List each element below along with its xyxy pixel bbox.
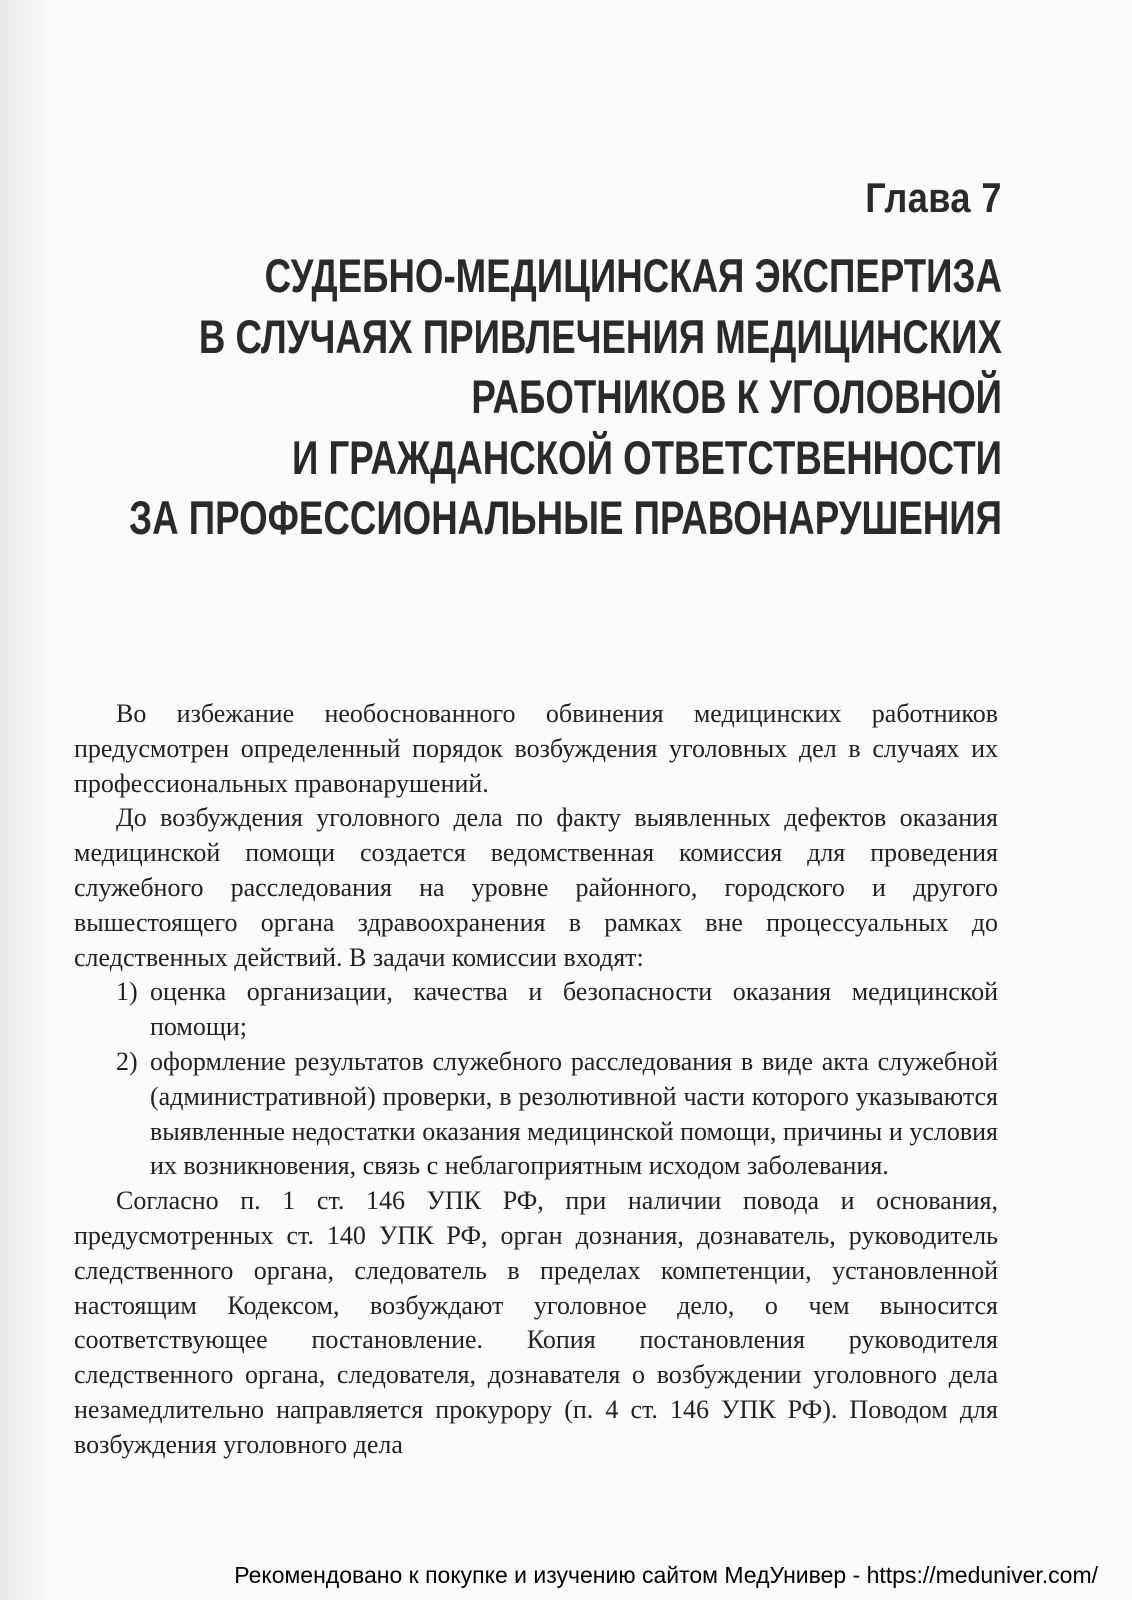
list-item-number: 2) [116,1046,138,1076]
paragraph: Согласно п. 1 ст. 146 УПК РФ, при наличии повода и основания, предусмотренных ст. 140 УПК РФ, орган дознания, дознаватель, руководитель следственного органа, следователь в пределах компетенции, установленной настоящим Кодексом, возбуждают уголовное дело, о чем выносится соответствующее постановление. Копия постановления руководителя следственного органа, следователя, дознавателя о возбуждении уголовного дела незамедлительно направляется прокурору (п. 4 ст. 146 УПК РФ). Поводом для возбуждения уголовного дела [74,1186,998,1459]
chapter-title-line: РАБОТНИКОВ К УГОЛОВНОЙ [471,370,1002,423]
list-item [74,1045,998,1184]
chapter-title-line: В СЛУЧАЯХ ПРИВЛЕЧЕНИЯ МЕДИЦИНСКИХ [198,309,1002,363]
list-item-text: оценка организации, качества и безопасности оказания медицинской помощи; [150,977,998,1042]
paragraph: До возбуждения уголовного дела по факту выявленных дефектов оказания медицинской помощи создается ведомственная комиссия для проведения служебного расследования на уровне районного, городского и другого вышестоящего органа здравоохранения в рамках вне процессуальных до следственных действий. В задачи комиссии входят: [74,803,998,972]
chapter-title-line: ЗА ПРОФЕССИОНАЛЬНЫЕ ПРАВОНАРУШЕНИЯ [129,491,1002,544]
body-text [74,697,998,1463]
list-item [74,975,998,1045]
chapter-title [129,246,1002,549]
list-item-number: 1) [116,977,138,1007]
chapter-title-line: СУДЕБНО-МЕДИЦИНСКАЯ ЭКСПЕРТИЗА [264,249,1002,302]
paragraph: Во избежание необоснованного обвинения медицинских работников предусмотрен определенный порядок возбуждения уголовных дел в случаях их профессиональных правонарушений. [74,699,998,798]
chapter-number: Глава 7 [865,174,1002,221]
list-item-text: оформление результатов служебного расследования в виде акта служебной (административной) проверки, в резолютивной части которого указываются выявленные недостатки оказания медицинской помощи, причины и условия их возникновения, связь с неблагоприятным исходом заболевания. [150,1046,998,1181]
numbered-list [74,975,998,1184]
footer-recommendation: Рекомендовано к покупке и изучению сайтом МедУнивер - https://meduniver.com/ [234,1562,1098,1588]
chapter-title-line: И ГРАЖДАНСКОЙ ОТВЕТСТВЕННОСТИ [291,430,1002,484]
